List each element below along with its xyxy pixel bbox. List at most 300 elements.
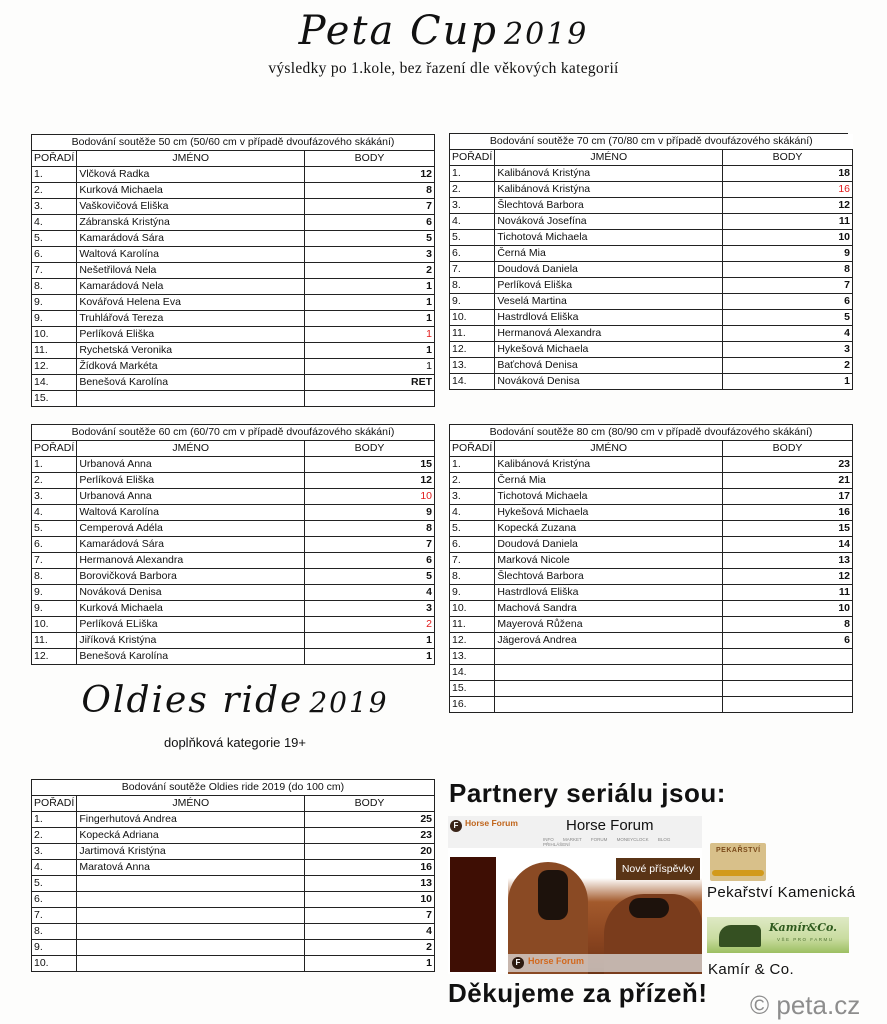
points-cell: 7 [305,199,435,215]
name-cell: Vaškovičová Eliška [77,199,305,215]
name-cell: Doudová Daniela [495,262,723,278]
rank-cell: 1. [450,166,495,182]
table-row [32,279,435,295]
rank-cell: 10. [32,327,77,343]
rank-cell: 15. [450,681,495,697]
rank-cell: 12. [32,359,77,375]
table-caption: Bodování soutěže 60 cm (60/70 cm v případě dvoufázového skákání) [32,425,435,441]
points-cell: 7 [723,278,853,294]
points-cell [723,665,853,681]
points-cell: 13 [305,876,435,892]
name-cell: Nováková Denisa [495,374,723,390]
points-cell: 16 [723,182,853,198]
name-cell: Nováková Josefína [495,214,723,230]
copyright-text: © peta.cz [750,990,861,1020]
name-cell: Kovářová Helena Eva [77,295,305,311]
table-row [32,375,435,391]
oldies-title [30,680,440,721]
oldies-subtitle: doplňková kategorie 19+ [163,735,307,750]
points-cell: 1 [723,374,853,390]
name-cell: Hykešová Michaela [495,505,723,521]
name-cell: Doudová Daniela [495,537,723,553]
name-cell: Perlíková Eliška [495,278,723,294]
name-cell: Perlíková ELiška [77,617,305,633]
rank-cell: 11. [32,633,77,649]
title-year: 2019 [504,17,589,52]
column-header-name: JMÉNO [495,441,723,457]
table-row [450,262,853,278]
points-cell: 15 [305,457,435,473]
rank-cell: 6. [32,537,77,553]
rank-cell: 1. [32,812,77,828]
rank-cell: 5. [32,876,77,892]
rank-cell: 5. [32,231,77,247]
rank-cell: 4. [32,215,77,231]
name-cell: Kalibánová Kristýna [495,182,723,198]
name-cell: Mayerová Růžena [495,617,723,633]
points-cell: 8 [305,183,435,199]
table-row [32,263,435,279]
table-row [32,649,435,665]
rank-cell: 13. [450,649,495,665]
name-cell [77,892,305,908]
name-cell: Perlíková Eliška [77,327,305,343]
name-cell: Veselá Martina [495,294,723,310]
name-cell: Kamarádová Sára [77,537,305,553]
points-cell: 6 [723,633,853,649]
rank-cell: 11. [450,326,495,342]
table-caption: Bodování soutěže 80 cm (80/90 cm v případě dvoufázového skákání) [450,425,853,441]
name-cell: Kalibánová Kristýna [495,457,723,473]
name-cell [495,697,723,713]
name-cell: Marková Nicole [495,553,723,569]
rank-cell: 8. [450,569,495,585]
table-row [32,812,435,828]
name-cell: Kalibánová Kristýna [495,166,723,182]
table-row [32,359,435,375]
thanks-text: Děkujeme za přízeň! [448,978,708,1008]
table-row [450,342,853,358]
table-row [32,505,435,521]
name-cell: Perlíková Eliška [77,473,305,489]
column-header-rank: POŘADÍ [450,150,495,166]
rank-cell: 9. [32,311,77,327]
column-header-points: BODY [305,151,435,167]
column-header-points: BODY [723,150,853,166]
name-cell: Zábranská Kristýna [77,215,305,231]
name-cell: Kopecká Zuzana [495,521,723,537]
points-cell: 11 [723,585,853,601]
table-row [32,617,435,633]
name-cell: Jägerová Andrea [495,633,723,649]
points-cell: 2 [723,358,853,374]
points-cell: 1 [305,327,435,343]
rank-cell: 6. [32,247,77,263]
name-cell: Šlechtová Barbora [495,198,723,214]
points-cell: 13 [723,553,853,569]
table-row [32,569,435,585]
points-cell [723,681,853,697]
table-row [32,343,435,359]
table-row [32,828,435,844]
rank-cell: 3. [450,489,495,505]
points-cell [305,391,435,407]
points-cell: 5 [305,231,435,247]
rank-cell: 9. [32,940,77,956]
name-cell: Benešová Karolína [77,375,305,391]
rank-cell: 14. [450,374,495,390]
name-cell: Machová Sandra [495,601,723,617]
points-cell: 12 [723,198,853,214]
kamir-logo-subtext: VŠE PRO FARMU [777,937,834,942]
name-cell: Kurková Michaela [77,183,305,199]
rank-cell: 11. [450,617,495,633]
rank-cell: 3. [450,198,495,214]
results-table-60cm [31,424,435,665]
points-cell: 23 [723,457,853,473]
column-header-name: JMÉNO [495,150,723,166]
points-cell: 7 [305,908,435,924]
name-cell: Urbanová Anna [77,457,305,473]
table-row [450,214,853,230]
table-row [450,553,853,569]
table-header-row [32,441,435,457]
table-row [450,326,853,342]
rank-cell: 5. [32,521,77,537]
name-cell: Waltová Karolína [77,505,305,521]
rank-cell: 12. [450,633,495,649]
table-row [450,585,853,601]
name-cell: Hykešová Michaela [495,342,723,358]
points-cell: 12 [305,473,435,489]
rank-cell: 9. [450,294,495,310]
rank-cell: 5. [450,521,495,537]
name-cell: Kamarádová Nela [77,279,305,295]
partners-title: Partnery seriálu jsou: [449,778,726,808]
rank-cell: 8. [32,279,77,295]
rank-cell: 12. [450,342,495,358]
name-cell: Černá Mia [495,246,723,262]
table-row [450,521,853,537]
points-cell: 2 [305,263,435,279]
rank-cell: 9. [32,295,77,311]
points-cell: 5 [305,569,435,585]
name-cell: Kurková Michaela [77,601,305,617]
points-cell: 6 [305,215,435,231]
table-row [450,489,853,505]
table-header-row [450,441,853,457]
points-cell: 3 [723,342,853,358]
points-cell: 1 [305,295,435,311]
name-cell: Jartimová Kristýna [77,844,305,860]
name-cell: Waltová Karolína [77,247,305,263]
name-cell: Fingerhutová Andrea [77,812,305,828]
table-row [32,585,435,601]
name-cell: Truhlářová Tereza [77,311,305,327]
table-row [32,327,435,343]
points-cell: 1 [305,956,435,972]
name-cell: Vlčková Radka [77,167,305,183]
column-header-name: JMÉNO [77,441,305,457]
table-caption-row [450,425,853,441]
name-cell: Cemperová Adéla [77,521,305,537]
table-row [32,231,435,247]
rank-cell: 10. [32,617,77,633]
points-cell: 11 [723,214,853,230]
rank-cell: 11. [32,343,77,359]
table-row [32,295,435,311]
table-row [450,505,853,521]
table-row [32,489,435,505]
points-cell: 10 [305,892,435,908]
rank-cell: 16. [450,697,495,713]
rank-cell: 7. [450,553,495,569]
name-cell: Kopecká Adriana [77,828,305,844]
rank-cell: 12. [32,649,77,665]
name-cell: Jiříková Kristýna [77,633,305,649]
rank-cell: 6. [450,537,495,553]
rank-cell: 9. [32,585,77,601]
points-cell: 15 [723,521,853,537]
table-row [32,860,435,876]
points-cell: 1 [305,359,435,375]
points-cell: 4 [305,924,435,940]
horse-forum-banner[interactable] [448,816,702,974]
name-cell [77,876,305,892]
table-row [450,665,853,681]
table-row [32,924,435,940]
points-cell: 8 [305,521,435,537]
rank-cell: 10. [450,310,495,326]
points-cell: 3 [305,247,435,263]
rank-cell: 2. [450,182,495,198]
table-row [32,199,435,215]
table-header-row [32,796,435,812]
name-cell [495,681,723,697]
pekarstvi-logo-text: PEKAŘSTVÍ [716,847,761,854]
name-cell: Hermanová Alexandra [77,553,305,569]
name-cell [77,391,305,407]
name-cell: Šlechtová Barbora [495,569,723,585]
new-posts-button[interactable]: Nové příspěvky [616,858,700,880]
results-table-80cm [449,424,853,713]
column-header-rank: POŘADÍ [32,796,77,812]
table-caption-row [450,134,853,150]
table-row [450,537,853,553]
name-cell: Černá Mia [495,473,723,489]
rank-cell: 4. [450,214,495,230]
name-cell [495,665,723,681]
table-row [32,473,435,489]
points-cell: 5 [723,310,853,326]
name-cell: Nováková Denisa [77,585,305,601]
points-cell: 8 [723,262,853,278]
points-cell: 2 [305,617,435,633]
name-cell: Hastrdlová Eliška [495,585,723,601]
points-cell: 1 [305,343,435,359]
kamir-logo[interactable] [707,917,849,953]
table-caption-row [32,135,435,151]
column-header-rank: POŘADÍ [32,151,77,167]
name-cell: Žídková Markéta [77,359,305,375]
table-row [450,633,853,649]
points-cell: 12 [305,167,435,183]
points-cell: 12 [723,569,853,585]
table-row [450,246,853,262]
table-row [450,310,853,326]
name-cell: Rychetská Veronika [77,343,305,359]
points-cell: 8 [723,617,853,633]
points-cell: RET [305,375,435,391]
points-cell: 1 [305,279,435,295]
rank-cell: 4. [32,860,77,876]
name-cell: Urbanová Anna [77,489,305,505]
name-cell [495,649,723,665]
table-row [450,198,853,214]
rank-cell: 2. [32,183,77,199]
points-cell: 9 [723,246,853,262]
rank-cell: 9. [450,585,495,601]
name-cell: Benešová Karolína [77,649,305,665]
rank-cell: 1. [32,167,77,183]
points-cell: 23 [305,828,435,844]
column-header-points: BODY [305,441,435,457]
points-cell [723,697,853,713]
points-cell: 10 [723,601,853,617]
rank-cell: 14. [32,375,77,391]
table-row [32,521,435,537]
points-cell: 1 [305,311,435,327]
table-caption-row [32,425,435,441]
rank-cell: 3. [32,199,77,215]
pekarstvi-logo[interactable] [710,843,766,881]
table-row [450,569,853,585]
rank-cell: 1. [450,457,495,473]
horse-forum-logo-text: Horse Forum [465,818,518,828]
horse-forum-name: Horse Forum [566,817,654,834]
horse-forum-footer [508,954,702,972]
table-row [32,956,435,972]
rank-cell: 6. [450,246,495,262]
table-row [450,617,853,633]
kamir-label: Kamír & Co. [708,961,795,978]
points-cell: 3 [305,601,435,617]
points-cell: 25 [305,812,435,828]
table-row [450,649,853,665]
name-cell [77,956,305,972]
name-cell: Kamarádová Sára [77,231,305,247]
results-table-70cm [449,134,853,390]
rank-cell: 9. [32,601,77,617]
table-caption: Bodování soutěže Oldies ride 2019 (do 100 cm) [32,780,435,796]
table-row [450,697,853,713]
column-header-points: BODY [305,796,435,812]
name-cell: Tichotová Michaela [495,230,723,246]
table-row [450,278,853,294]
table-row [32,892,435,908]
points-cell: 16 [723,505,853,521]
rank-cell: 7. [32,908,77,924]
points-cell: 16 [305,860,435,876]
name-cell: Baťchová Denisa [495,358,723,374]
horse-forum-nav: INFO MARKET FORUM MONEYCLOCK BLOG PŘIHLÁŠENÍ [543,837,671,847]
rank-cell: 8. [32,924,77,940]
rank-cell: 13. [450,358,495,374]
table-row [450,374,853,390]
oldies-title-text: Oldies ride [81,680,304,721]
table-row [32,633,435,649]
points-cell: 4 [305,585,435,601]
grazing-horse-icon [719,925,761,947]
column-header-points: BODY [723,441,853,457]
name-cell: Hermanová Alexandra [495,326,723,342]
rank-cell: 10. [32,956,77,972]
table-caption: Bodování soutěže 50 cm (50/60 cm v případě dvoufázového skákání) [32,135,435,151]
points-cell: 2 [305,940,435,956]
points-cell: 14 [723,537,853,553]
name-cell: Maratová Anna [77,860,305,876]
table-header-row [32,151,435,167]
rank-cell: 6. [32,892,77,908]
horse-forum-footer-logo-icon: F [512,957,524,969]
rank-cell: 3. [32,489,77,505]
column-header-name: JMÉNO [77,151,305,167]
column-header-rank: POŘADÍ [450,441,495,457]
table-row [32,601,435,617]
name-cell: Hastrdlová Eliška [495,310,723,326]
horse-forum-header [448,816,702,848]
points-cell: 7 [305,537,435,553]
points-cell: 21 [723,473,853,489]
name-cell: Borovičková Barbora [77,569,305,585]
points-cell: 4 [723,326,853,342]
table-row [450,681,853,697]
table-header-row [450,150,853,166]
table-row [450,473,853,489]
name-cell [77,908,305,924]
table-row [32,215,435,231]
table-row [450,166,853,182]
rank-cell: 2. [450,473,495,489]
column-header-rank: POŘADÍ [32,441,77,457]
points-cell: 9 [305,505,435,521]
name-cell [77,924,305,940]
table-row [32,311,435,327]
rank-cell: 4. [32,505,77,521]
horse-forum-logo-icon: F [450,820,462,832]
rank-cell: 5. [450,230,495,246]
table-row [32,844,435,860]
rank-cell: 7. [450,262,495,278]
table-row [32,183,435,199]
oldies-title-year: 2019 [309,686,389,719]
name-cell [77,940,305,956]
rank-cell: 8. [450,278,495,294]
table-row [450,294,853,310]
table-caption: Bodování soutěže 70 cm (70/80 cm v případě dvoufázového skákání) [450,134,853,150]
column-header-name: JMÉNO [77,796,305,812]
points-cell: 18 [723,166,853,182]
horse-forum-footer-text: Horse Forum [528,956,585,966]
results-table-oldies [31,779,435,972]
table-row [32,247,435,263]
rank-cell: 1. [32,457,77,473]
rank-cell: 15. [32,391,77,407]
points-cell: 10 [723,230,853,246]
rank-cell: 2. [32,473,77,489]
table-row [32,167,435,183]
rank-cell: 14. [450,665,495,681]
